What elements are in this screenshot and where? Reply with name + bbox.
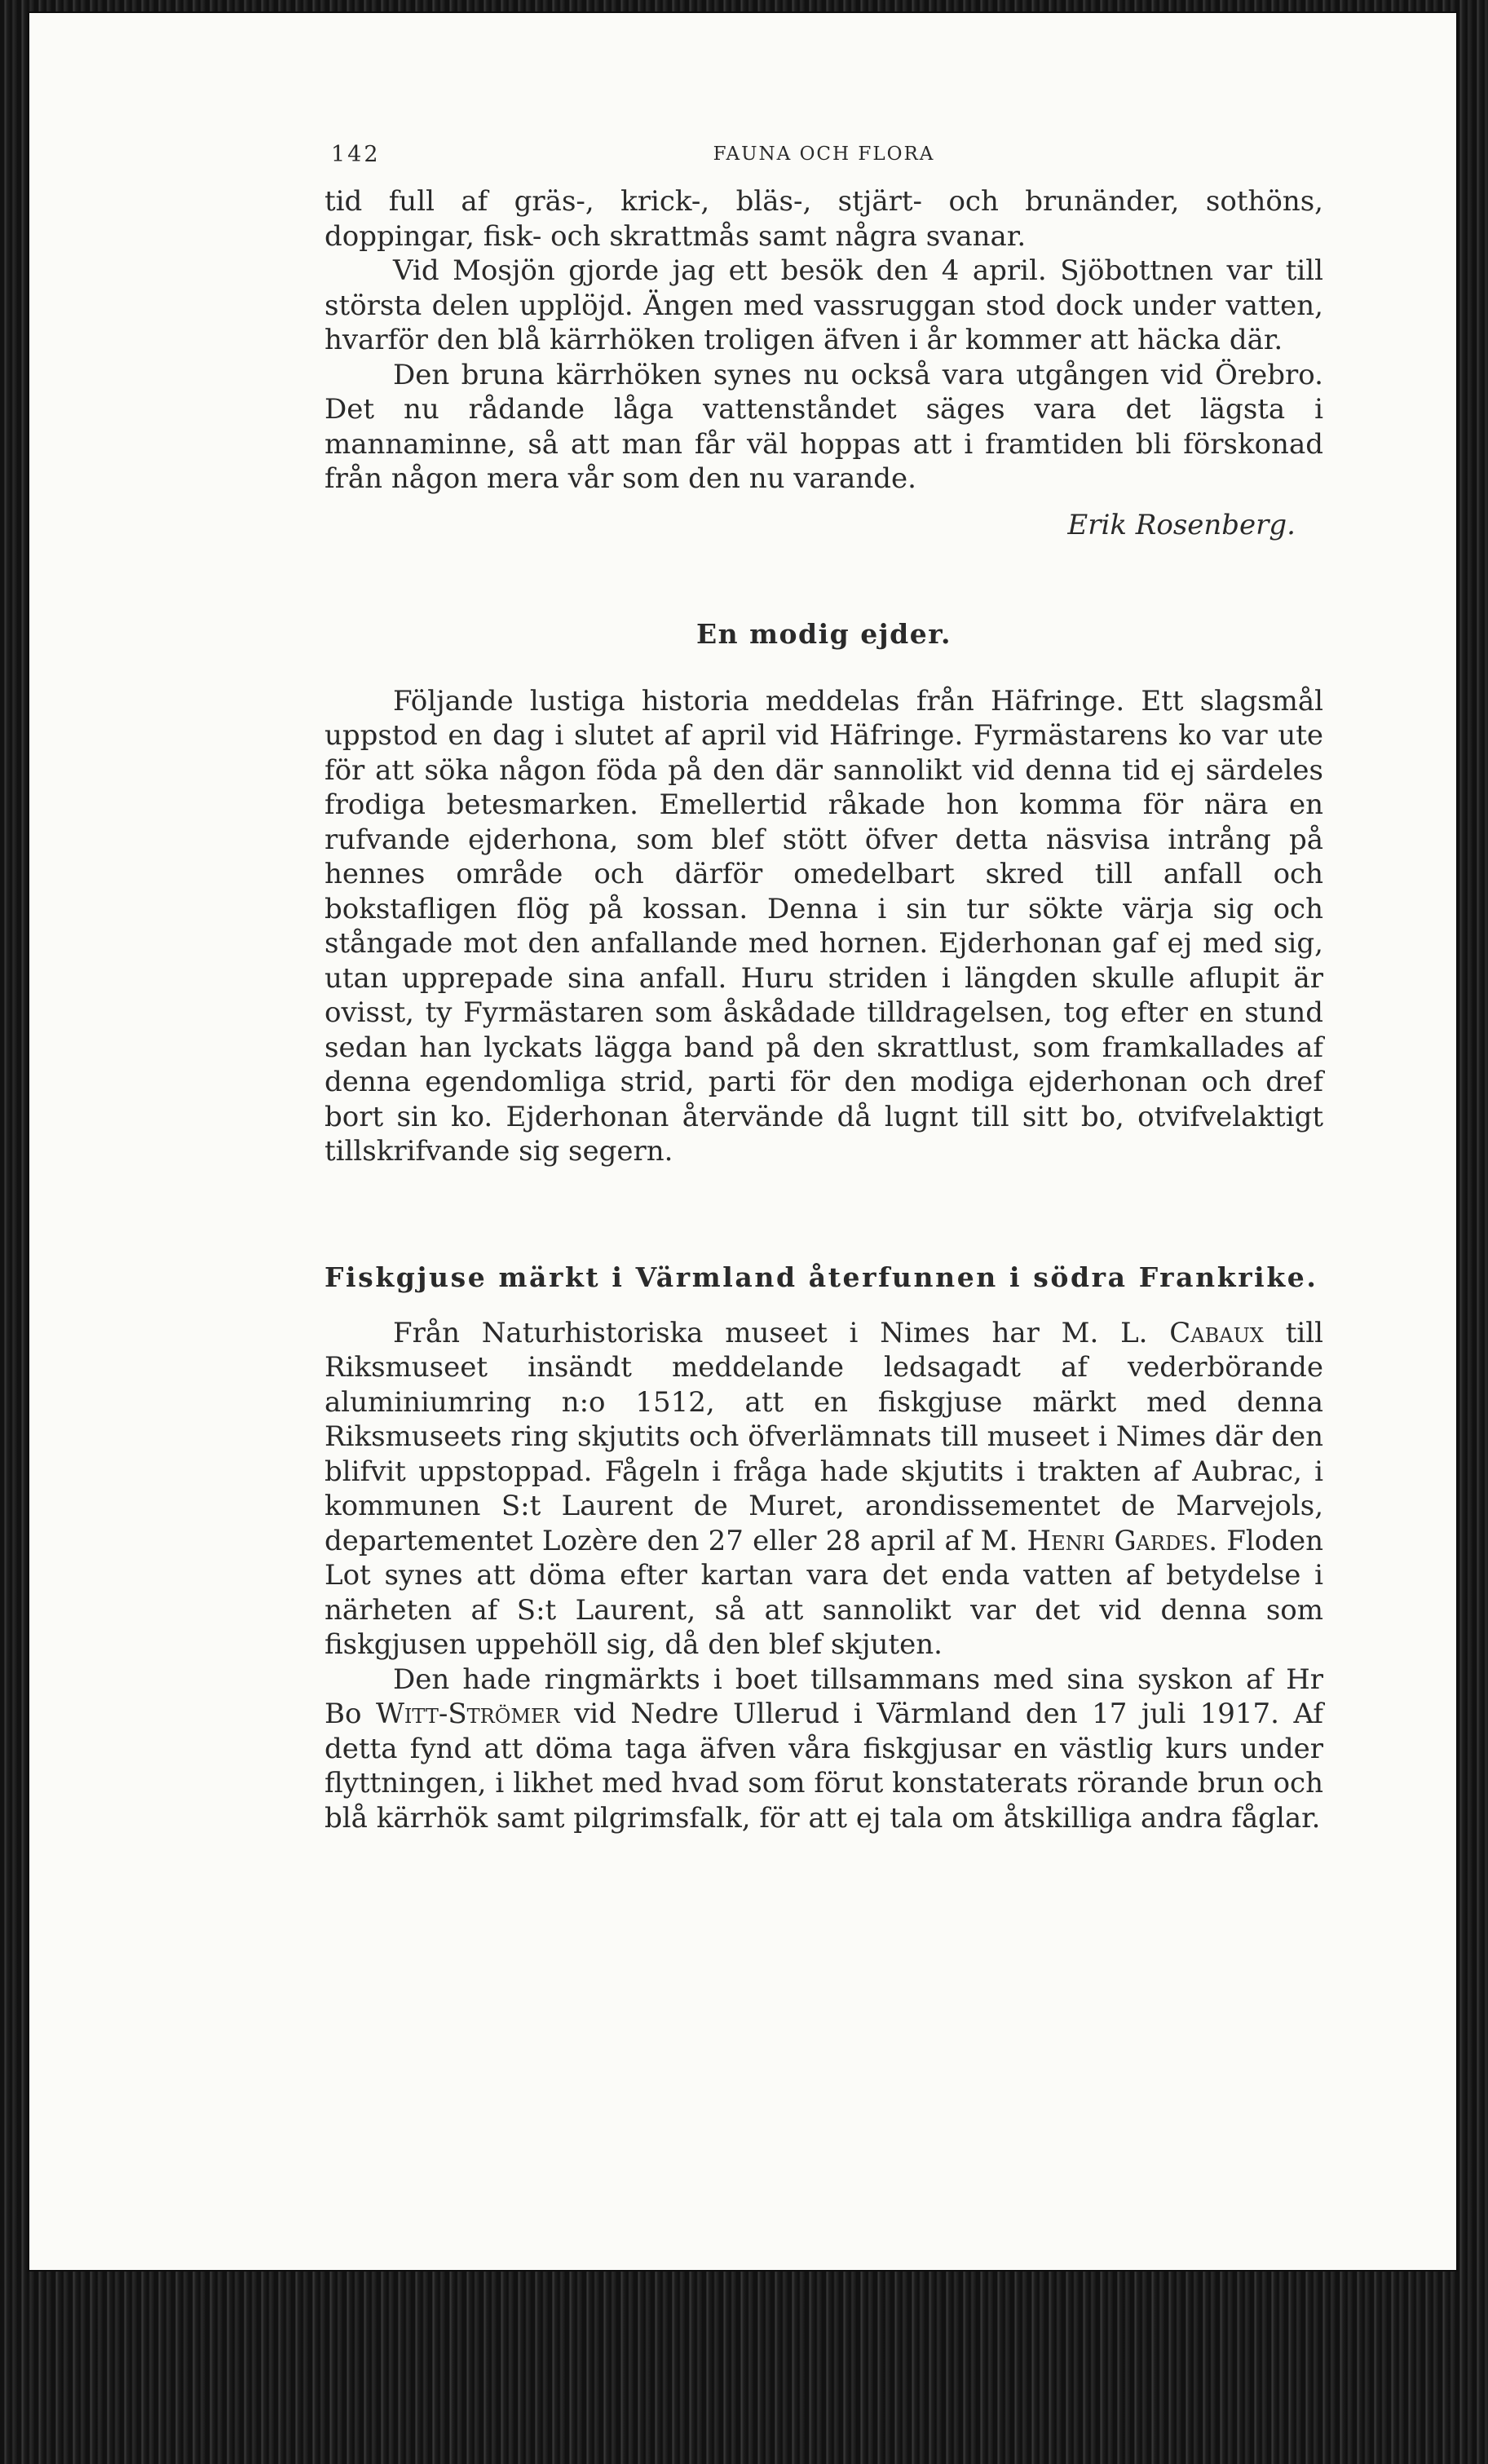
paragraph: Vid Mosjön gjorde jag ett besök den 4 april. Sjöbottnen var till största delen upplöjd. Ängen med vassruggan stod dock under vatten, hvarför den blå kärrhöken troligen äfven i år kommer att häcka där. <box>325 254 1323 356</box>
running-head <box>325 127 1323 184</box>
section-continued-article <box>325 184 1323 542</box>
paragraph: tid full af gräs-, krick-, bläs-, stjärt- och brunänder, sothöns, doppingar, fisk- och skrattmås samt några svanar. <box>325 185 1323 253</box>
text-run: . Floden Lot synes att döma efter kartan vara det enda vatten af betydelse i närheten af S:t Laurent, så att sannolikt var det vid denna som fiskgjusen uppehöll sig, då den blef skjuten. <box>325 1524 1323 1661</box>
article-title: Fiskgjuse märkt i Värmland återfunnen i södra Frankrike. <box>325 1261 1318 1293</box>
paragraph <box>325 1316 1323 1663</box>
text-run: vid Nedre Ullerud i Värmland den 17 juli 1917. Af detta fynd att döma taga äfven våra fiskgjusar en västlig kurs under flyttningen, i likhet med hvad som förut konstaterats rörande brun och blå kärrhök samt pilgrimsfalk, för att ej tala om åtskilliga andra fåglar. <box>325 1698 1324 1835</box>
text-run: till Riksmuseet insändt meddelande ledsagadt af vederbörande aluminiumring n:o 1512, att en fiskgjuse märkt med denna Riksmuseets ring skjutits och öfverlämnats till museet i Nimes där den blifvit uppstoppad. Fågeln i fråga hade skjutits i trakten af Aubrac, i kommunen S:t Laurent de Muret, arondissementet de Marvejols, departementet Lozère den 27 eller 28 april af M. <box>325 1316 1323 1557</box>
paragraph: Följande lustiga historia meddelas från Häfringe. Ett slagsmål uppstod en dag i slutet af april vid Häfringe. Fyrmästarens ko var ute för att söka någon föda på den där sannolikt vid denna tid ej särdeles frodiga betesmarken. Emellertid råkade hon komma för nära en rufvande ejderhona, som blef stött öfver detta näsvisa intrång på hennes område och därför omedelbart skred till anfall och bokstafligen flög på kossan. Denna i sin tur sökte värja sig och stångade mot den anfallande med hornen. Ejderhonan gaf ej med sig, utan upprepade sina anfall. Huru striden i längden skulle aflupit är ovisst, ty Fyrmästaren som åskådade tilldragelsen, tog efter en stund sedan han lyckats lägga band på den skrattlust, som framkallades af denna egendomliga strid, parti för den modiga ejderhonan och dref bort sin ko. Ejderhonan återvände då lugnt till sitt bo, otvifvelaktigt tillskrifvande sig segern. <box>325 684 1323 1168</box>
paragraph <box>325 1663 1323 1836</box>
text-run: Den hade ringmärkts i boet tillsammans med sina syskon af Hr Bo <box>325 1663 1323 1730</box>
scanned-page <box>29 13 1456 2270</box>
text-run: Från Naturhistoriska museet i Nimes har M. L. <box>393 1316 1170 1349</box>
person-name: Cabaux <box>1169 1316 1264 1349</box>
section-fiskgjuse <box>325 1261 1323 1836</box>
person-name: Henri Gardes <box>1027 1524 1209 1557</box>
section-ejder <box>325 617 1323 1169</box>
paragraph: Den bruna kärrhöken synes nu också vara utgången vid Örebro. Det nu rådande låga vattenståndet säges vara det lägsta i mannaminne, så att man får väl hoppas att i framtiden bli förskonad från någon mera vår som den nu varande. <box>325 358 1323 495</box>
article-title: En modig ejder. <box>695 617 952 650</box>
author-signature: Erik Rosenberg. <box>1067 508 1296 541</box>
person-name: Witt-Strömer <box>375 1698 560 1730</box>
journal-title: FAUNA OCH FLORA <box>713 144 935 165</box>
page-number: 142 <box>331 142 381 167</box>
text-column <box>325 127 1323 1835</box>
